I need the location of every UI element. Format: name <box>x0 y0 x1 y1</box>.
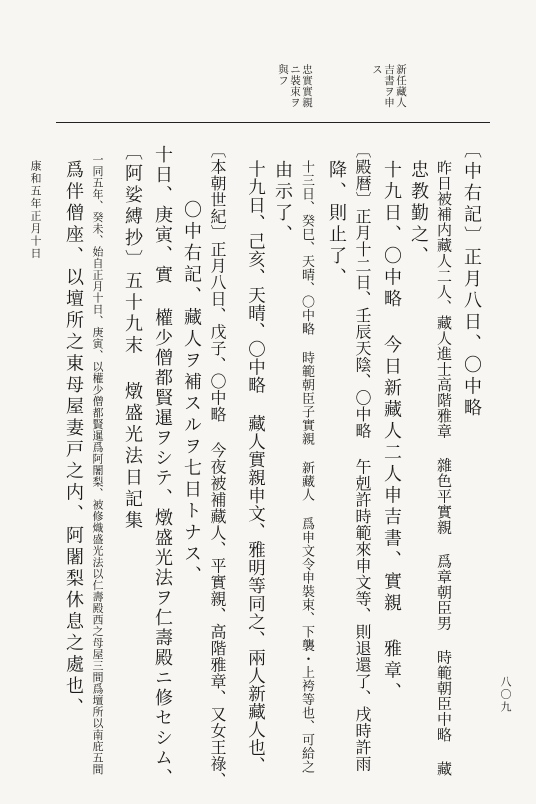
text-column-11: 〇中右記、藏人ヲ補スルヲ七日トナス、 <box>181 200 202 587</box>
text-column-1: 〔中右記〕正月八日、〇中略 <box>461 140 482 420</box>
running-title: 康和五年正月十日 <box>29 160 42 260</box>
header-note: 吉書ヲ申 <box>383 64 395 108</box>
text-column-9: 十九日、己亥、天晴、〇中略 藏人實親申文、雅明等同之、兩人新藏人也、 <box>245 160 266 775</box>
text-column-10: 〔本朝世紀〕正月八日、戊子、〇中略 今夜被補藏人、平實親、高階雅章、又女王祿、 <box>208 142 227 789</box>
text-column-2: 昨日被補内藏人二人、藏人進士高階雅章 雜色平實親 爲章朝臣男 時範朝臣中略 藏 <box>435 160 453 777</box>
text-column-4: 十九日、〇中略 今日新藏人二人申吉書、實親 雅章、 <box>381 160 402 704</box>
text-column-7: 十三日、癸巳、天晴、〇中略 時範朝臣子實親 新藏人 爲申文令申裝束、下襲・上袴等也、可給之 <box>299 160 314 774</box>
text-column-12: 十日、庚寅、實 權少僧都賢暹ヲシテ、燉盛光法ヲ仁壽殿ニ修セシム、 <box>152 145 173 788</box>
header-rule <box>56 122 490 123</box>
text-column-14: 一同五年、癸未、始自正月十日、庚寅、以權少僧都賢暹爲阿闍梨、被修熾盛光法以仁壽殿西之母屋三間爲壇所以南庇五間 <box>91 154 104 775</box>
text-column-6: 降、則止了、 <box>326 160 347 289</box>
header-note: ス <box>371 64 383 75</box>
header-note: 與フ <box>277 64 289 86</box>
header-note: 忠實實親 <box>301 64 313 108</box>
text-column-8: 由示了、 <box>272 160 293 246</box>
header-note: ニ裝束ヲ <box>289 64 301 108</box>
text-column-13: 〔阿娑縛抄〕五十九末 燉盛光法日記集 <box>122 142 143 532</box>
text-column-5: 〔殿暦〕正月十二日、壬辰天陰、〇中略 午剋許時範來申文等、則退還了、戌時許雨 <box>353 142 372 772</box>
text-column-3: 忠教勤之、 <box>408 160 429 268</box>
header-note: 新任藏人 <box>395 64 407 108</box>
text-column-15: 爲伴僧座、以壇所之東母屋妻戸之内、阿闍梨休息之處也、 <box>63 160 84 719</box>
page-number: 八〇九 <box>499 676 512 714</box>
